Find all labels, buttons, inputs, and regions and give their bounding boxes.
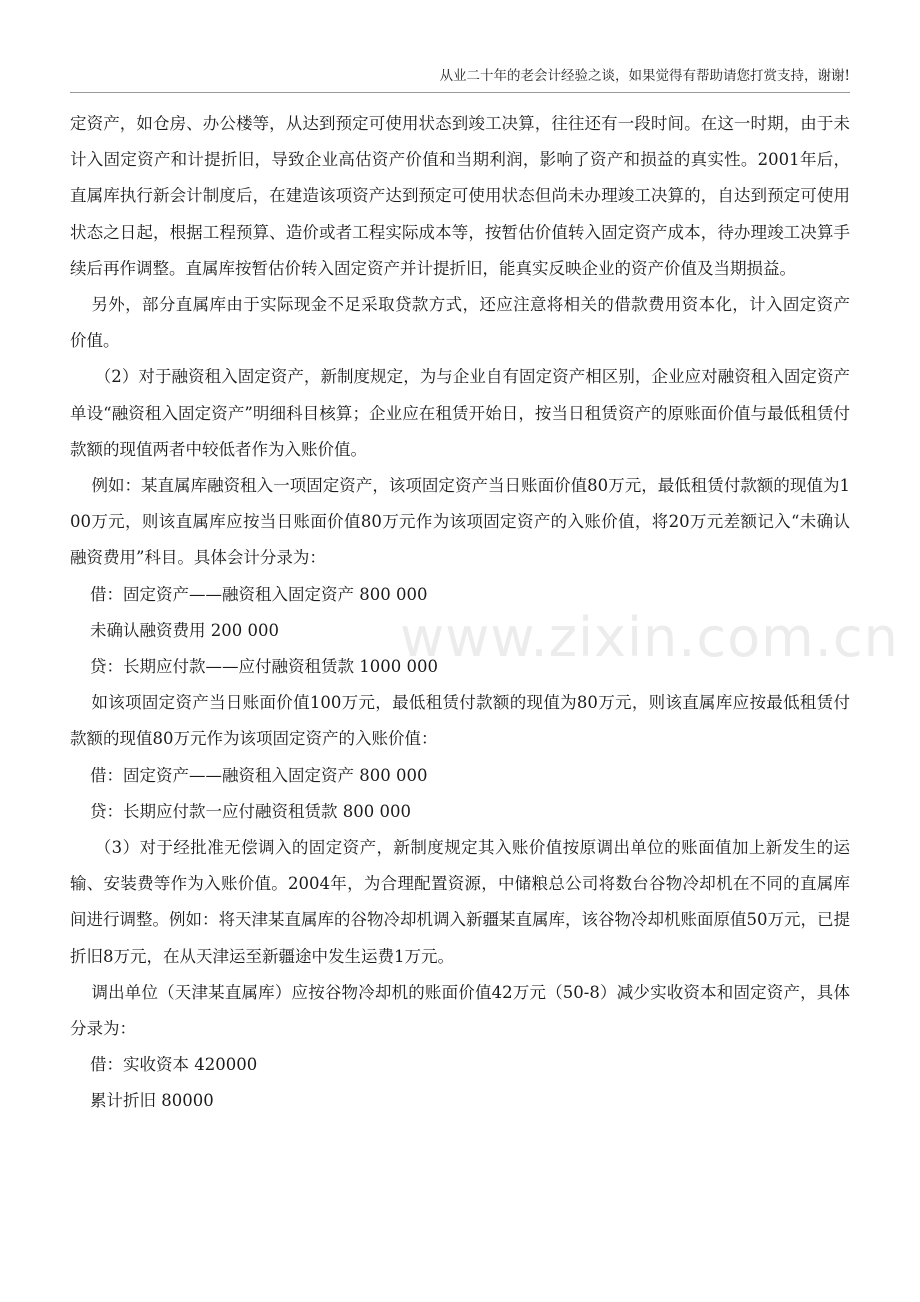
paragraph-transfer-out: 调出单位（天津某直属库）应按谷物冷却机的账面价值42万元（50-8）减少实收资本和固定资产，具体分录为：	[70, 982, 850, 1039]
paragraph-example-1: 例如：某直属库融资租入一项固定资产，该项固定资产当日账面价值80万元，最低租赁付款额的现值为100万元，则该直属库应按当日账面价值80万元作为该项固定资产的入账价值，将20万元差额记入“未确认融资费用”科目。具体会计分录为：	[70, 476, 850, 568]
watermark: www.zixin.com.cn	[400, 606, 899, 669]
journal-entry-debit-2: 未确认融资费用 200 000	[90, 620, 279, 640]
journal-entry-credit-2: 贷：长期应付款一应付融资租赁款 800 000	[90, 801, 411, 821]
paragraph-free-transfer: （3）对于经批准无偿调入的固定资产，新制度规定其入账价值按原调出单位的账面值加上新发生的运输、安装费等作为入账价值。2004年，为合理配置资源，中储粮总公司将数台谷物冷却机在不同的直属库间进行调整。例如：将天津某直属库的谷物冷却机调入新疆某直属库，该谷物冷却机账面原值50万元，已提折旧8万元，在从天津运至新疆途中发生运费1万元。	[70, 838, 850, 966]
journal-entry-debit-3: 借：固定资产——融资租入固定资产 800 000	[90, 765, 428, 785]
header-divider	[70, 92, 850, 93]
paragraph-finance-lease: （2）对于融资租入固定资产，新制度规定，为与企业自有固定资产相区别，企业应对融资租入固定资产单设“融资租入固定资产”明细科目核算；企业应在租赁开始日，按当日租赁资产的原账面价值与最低租赁付款额的现值两者中较低者作为入账价值。	[70, 367, 850, 459]
journal-entry-debit-5: 累计折旧 80000	[90, 1091, 214, 1111]
paragraph-continued: 定资产，如仓房、办公楼等，从达到预定可使用状态到竣工决算，往往还有一段时间。在这一时期，由于未计入固定资产和计提折旧，导致企业高估资产价值和当期利润，影响了资产和损益的真实性。2001年后，直属库执行新会计制度后，在建造该项资产达到预定可使用状态但尚未办理竣工决算的，自达到预定可使用状态之日起，根据工程预算、造价或者工程实际成本等，按暂估价值转入固定资产成本，待办理竣工决算手续后再作调整。直属库按暂估价转入固定资产并计提折旧，能真实反映企业的资产价值及当期损益。	[70, 114, 850, 278]
journal-entry-debit-4: 借：实收资本 420000	[90, 1055, 258, 1075]
paragraph-borrowing-costs: 另外，部分直属库由于实际现金不足采取贷款方式，还应注意将相关的借款费用资本化，计入固定资产价值。	[70, 295, 850, 351]
journal-entry-debit-1: 借：固定资产——融资租入固定资产 800 000	[90, 584, 428, 604]
journal-entry-credit-1: 贷：长期应付款——应付融资租赁款 1000 000	[90, 657, 438, 677]
header-note: 从业二十年的老会计经验之谈，如果觉得有帮助请您打赏支持，谢谢!	[439, 68, 850, 84]
paragraph-example-2: 如该项固定资产当日账面价值100万元，最低租赁付款额的现值为80万元，则该直属库应按最低租赁付款额的现值80万元作为该项固定资产的入账价值：	[70, 693, 850, 749]
document-body	[70, 106, 850, 1120]
